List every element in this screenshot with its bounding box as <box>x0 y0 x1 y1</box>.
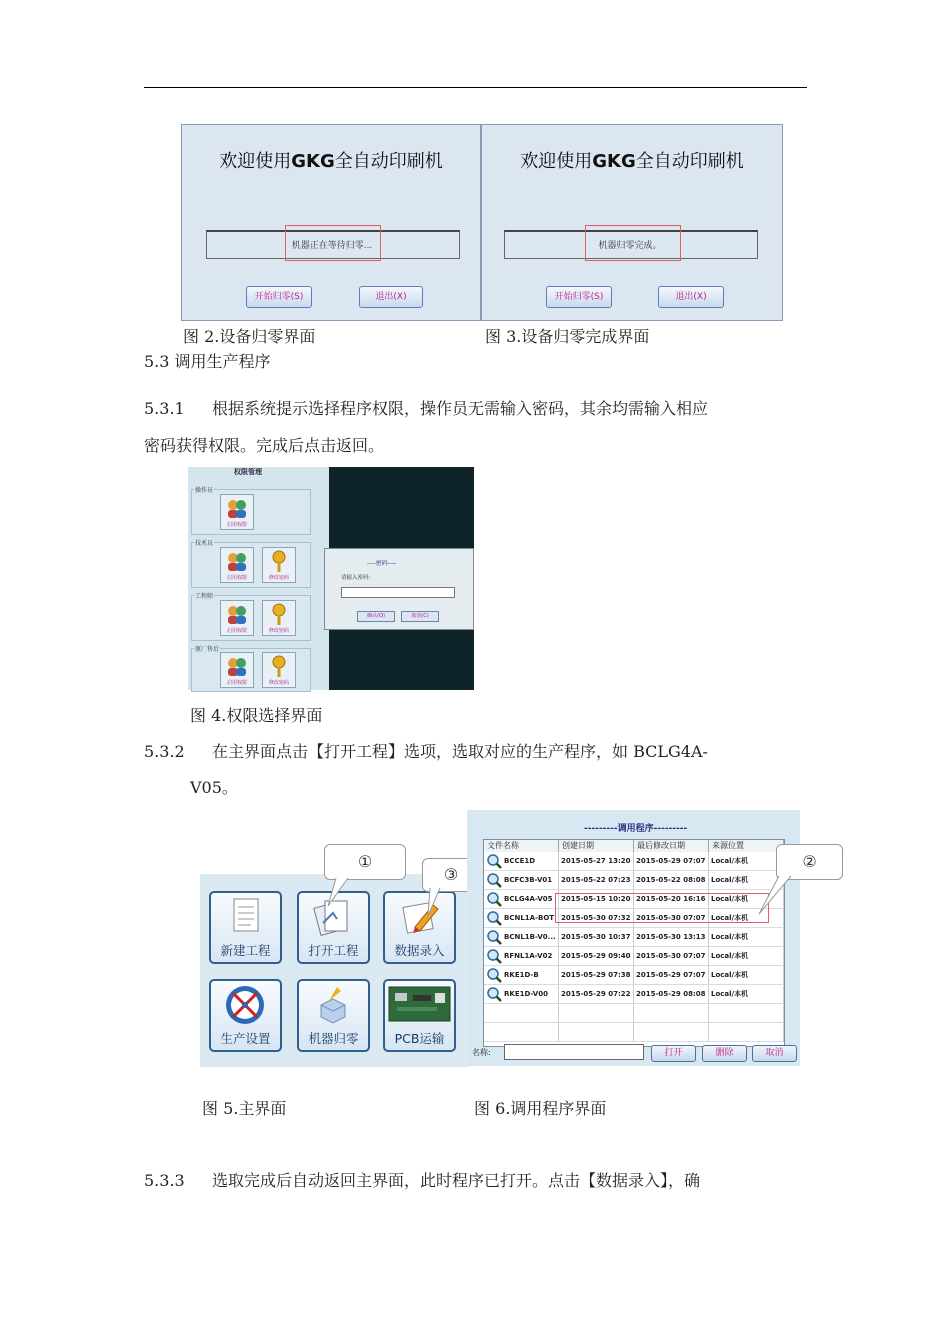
table-cell[interactable]: Local/本机 <box>709 966 784 985</box>
header-created: 创建日期 <box>559 840 634 852</box>
table-cell-empty <box>559 1023 634 1042</box>
section-5-3-3-number: 5.3.3 <box>144 1171 185 1190</box>
magnifier-icon <box>486 891 502 907</box>
filename-text: BCNL1A-BOT <box>504 914 555 922</box>
table-cell[interactable]: Local/本机 <box>709 890 784 909</box>
callout-1-pointer <box>326 876 386 916</box>
header-source: 来源位置 <box>709 840 784 852</box>
callout-3-pointer <box>424 886 454 926</box>
key-icon <box>263 653 295 679</box>
fig4-password-dialog <box>324 548 474 630</box>
tile-production-settings[interactable]: 生产设置 <box>209 979 282 1052</box>
fig6-open-button[interactable]: 打开 <box>651 1045 696 1062</box>
table-cell[interactable]: 2015-05-22 07:23 <box>559 871 634 890</box>
fig4-technician-enable-button[interactable]: 启用权限 <box>220 547 254 583</box>
compass-icon <box>211 981 280 1031</box>
fig2-status-text: 机器正在等待归零... <box>291 241 373 251</box>
magnifier-icon <box>486 967 502 983</box>
callout-2: ② <box>776 844 843 880</box>
fig4-group-engineer-label: 工程师 <box>195 593 214 600</box>
users-icon <box>221 548 253 574</box>
table-cell[interactable]: Local/本机 <box>709 928 784 947</box>
filename-text: RFNL1A-V02 <box>504 952 553 960</box>
section-5-3-2-line1: 在主界面点击【打开工程】选项，选取对应的生产程序，如 BCLG4A- <box>212 742 708 761</box>
table-cell-empty <box>484 1023 559 1042</box>
fig6-row-highlight <box>555 893 769 923</box>
header-filename: 文件名称 <box>484 840 559 852</box>
key-icon <box>263 601 295 627</box>
users-icon <box>221 653 253 679</box>
section-5-3-1-number: 5.3.1 <box>144 399 185 418</box>
fig4-technician-password-button[interactable]: 修改密码 <box>262 547 296 583</box>
tile-open-project[interactable]: 打开工程 <box>297 891 370 964</box>
fig4-engineer-enable-button[interactable]: 启用权限 <box>220 600 254 636</box>
section-5-3-2-number: 5.3.2 <box>144 742 185 761</box>
table-cell[interactable]: Local/本机 <box>709 852 784 871</box>
filename-text: BCNL1B-V0... <box>504 933 556 941</box>
filename-text: BCFC3B-V01 <box>504 876 553 884</box>
fig6-name-input[interactable] <box>504 1044 644 1060</box>
fig6-delete-button[interactable]: 删除 <box>702 1045 747 1062</box>
table-cell[interactable]: 2015-05-27 13:20 <box>559 852 634 871</box>
tile-new-project[interactable]: 新建工程 <box>209 891 282 964</box>
table-cell[interactable]: Local/本机 <box>709 947 784 966</box>
users-icon <box>221 495 253 521</box>
table-cell[interactable]: 2015-05-20 16:16 <box>634 890 709 909</box>
caption-fig6: 图 6.调用程序界面 <box>474 1099 607 1118</box>
table-cell[interactable]: Local/本机 <box>709 909 784 928</box>
table-cell[interactable]: 2015-05-30 07:07 <box>634 947 709 966</box>
table-cell-empty <box>634 1023 709 1042</box>
table-cell[interactable]: 2015-05-29 08:08 <box>634 985 709 1004</box>
magnifier-icon <box>486 948 502 964</box>
caption-fig4: 图 4.权限选择界面 <box>190 706 323 725</box>
fig4-password-ok-button[interactable]: 确认(O) <box>357 611 395 622</box>
fig6-load-program-dialog <box>467 810 800 1066</box>
table-cell[interactable]: 2015-05-15 10:20 <box>559 890 634 909</box>
table-cell[interactable]: 2015-05-30 10:37 <box>559 928 634 947</box>
fig4-password-input[interactable] <box>341 587 455 598</box>
caption-fig2: 图 2.设备归零界面 <box>183 327 316 346</box>
fig6-name-label: 名称: <box>472 1048 491 1057</box>
fig2-start-button[interactable]: 开始归零(S) <box>246 286 312 308</box>
fig3-zeroing-done-screen <box>481 124 783 321</box>
section-5-3-3-line1: 选取完成后自动返回主界面，此时程序已打开。点击【数据录入】，确 <box>212 1171 701 1190</box>
fig3-title: 欢迎使用GKG全自动印刷机 <box>520 151 744 172</box>
table-cell[interactable]: 2015-05-29 09:40 <box>559 947 634 966</box>
table-cell[interactable]: 2015-05-29 07:22 <box>559 985 634 1004</box>
fig3-status-text: 机器归零完成。 <box>598 241 662 251</box>
section-5-3-heading: 5.3 调用生产程序 <box>144 352 271 371</box>
magnifier-icon <box>486 929 502 945</box>
table-cell[interactable]: 2015-05-29 07:38 <box>559 966 634 985</box>
caption-fig5: 图 5.主界面 <box>202 1099 287 1118</box>
filename-text: RKE1D-V00 <box>504 990 548 998</box>
callout-3: ③ <box>422 858 480 892</box>
fig4-password-title: ----密码---- <box>367 560 397 567</box>
table-cell[interactable]: 2015-05-30 07:32 <box>559 909 634 928</box>
fig4-group-technician-label: 技术员 <box>195 540 214 547</box>
fig3-start-button[interactable]: 开始归零(S) <box>546 286 612 308</box>
table-cell[interactable]: 2015-05-30 13:13 <box>634 928 709 947</box>
document-icon <box>211 893 280 943</box>
fig2-exit-button[interactable]: 退出(X) <box>359 286 423 308</box>
table-cell-empty <box>709 1023 784 1042</box>
fig4-vendor-password-button[interactable]: 修改密码 <box>262 652 296 688</box>
fig4-password-prompt: 请输入密码: <box>341 575 371 581</box>
table-cell[interactable]: 2015-05-29 07:07 <box>634 852 709 871</box>
magnifier-icon <box>486 872 502 888</box>
fig4-password-cancel-button[interactable]: 取消(C) <box>401 611 439 622</box>
magnifier-icon <box>486 986 502 1002</box>
fig4-title: 权限管理 <box>234 468 262 476</box>
table-cell-filename[interactable] <box>484 852 559 871</box>
users-icon <box>221 601 253 627</box>
fig3-exit-button[interactable]: 退出(X) <box>658 286 724 308</box>
key-icon <box>263 548 295 574</box>
header-rule <box>144 87 807 88</box>
magnifier-icon <box>486 910 502 926</box>
tile-machine-zero[interactable]: 机器归零 <box>297 979 370 1052</box>
table-cell-empty <box>559 1004 634 1023</box>
fig6-cancel-button[interactable]: 取消 <box>752 1045 797 1062</box>
table-cell-empty <box>634 1004 709 1023</box>
table-cell-filename[interactable] <box>484 985 559 1004</box>
header-modified: 最后修改日期 <box>634 840 709 852</box>
magnifier-icon <box>486 853 502 869</box>
filename-text: BCLG4A-V05 <box>504 895 553 903</box>
table-cell-filename[interactable] <box>484 871 559 890</box>
fig4-group-vendor-label: 原厂售后 <box>195 646 220 653</box>
fig4-permission-screen <box>188 467 474 690</box>
tile-data-entry[interactable]: 数据录入 <box>383 891 456 964</box>
table-cell-filename[interactable] <box>484 966 559 985</box>
fig3-highlight-box <box>585 225 681 261</box>
tile-pcb-transport[interactable]: PCB运输 <box>383 979 456 1052</box>
program-table <box>483 839 785 1047</box>
pcb-board-icon <box>385 981 454 1031</box>
table-cell[interactable]: Local/本机 <box>709 985 784 1004</box>
section-5-3-1-line2: 密码获得权限。完成后点击返回。 <box>144 436 385 455</box>
table-cell[interactable]: 2015-05-29 07:07 <box>634 966 709 985</box>
table-cell[interactable]: 2015-05-22 08:08 <box>634 871 709 890</box>
filename-text: RKE1D-B <box>504 971 539 979</box>
fig2-zeroing-screen <box>181 124 481 321</box>
table-cell[interactable]: 2015-05-30 07:07 <box>634 909 709 928</box>
callout-2-pointer <box>757 874 807 924</box>
table-cell-filename[interactable] <box>484 909 559 928</box>
fig6-title: ---------调用程序--------- <box>584 824 688 834</box>
filename-text: BCCE1D <box>504 857 536 865</box>
section-5-3-1-line1: 根据系统提示选择程序权限，操作员无需输入密码，其余均需输入相应 <box>212 399 709 418</box>
table-cell-empty <box>709 1004 784 1023</box>
table-cell-empty <box>484 1004 559 1023</box>
fig4-engineer-password-button[interactable]: 修改密码 <box>262 600 296 636</box>
fig2-title: 欢迎使用GKG全自动印刷机 <box>219 151 443 172</box>
table-cell-filename[interactable] <box>484 947 559 966</box>
section-5-3-2-line2: V05。 <box>190 778 238 797</box>
caption-fig3: 图 3.设备归零完成界面 <box>485 327 650 346</box>
fig4-vendor-enable-button[interactable]: 启用权限 <box>220 652 254 688</box>
table-cell-filename[interactable] <box>484 890 559 909</box>
table-cell[interactable]: Local/本机 <box>709 871 784 890</box>
fig4-group-operator-label: 操作员 <box>195 487 214 494</box>
fig4-operator-enable-button[interactable]: 启用权限 <box>220 494 254 530</box>
fig2-highlight-box <box>285 225 381 261</box>
callout-1: ① <box>324 844 406 880</box>
table-cell-filename[interactable] <box>484 928 559 947</box>
cube-arrow-icon <box>299 981 368 1031</box>
